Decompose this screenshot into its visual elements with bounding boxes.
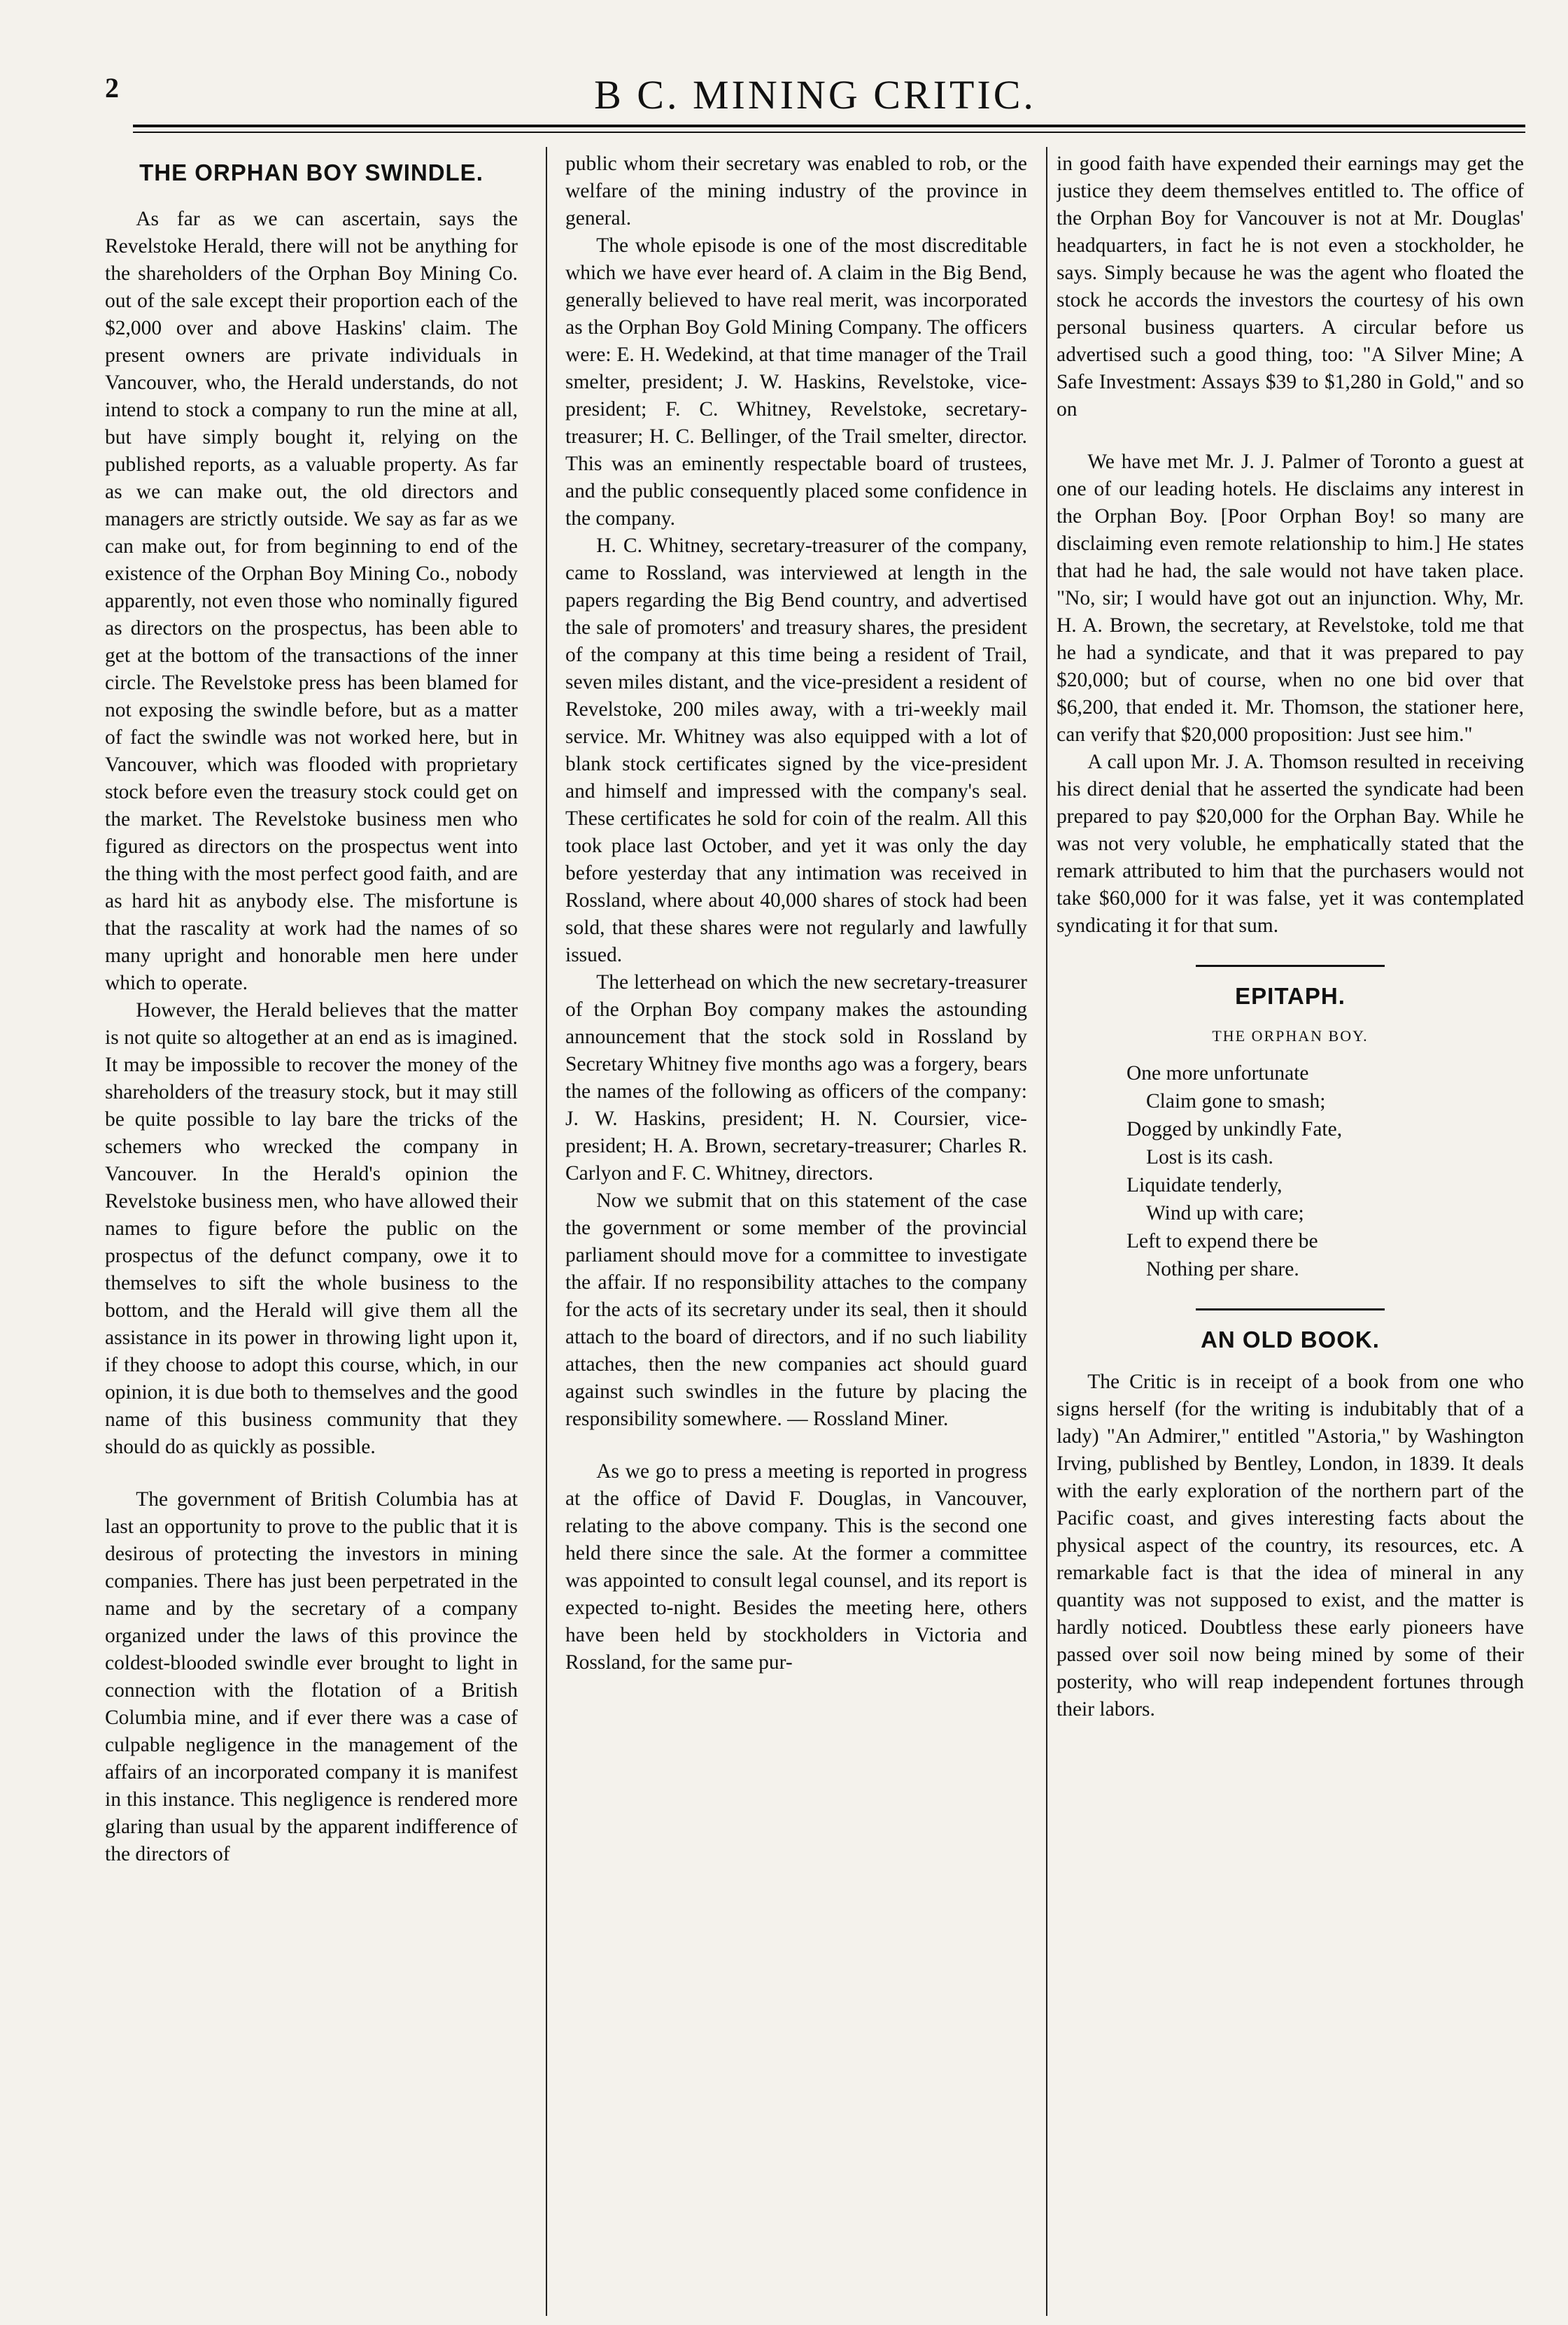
- header-rule-thick: [133, 125, 1525, 127]
- paragraph: in good faith have expended their earnings may get the justice they deem themselves entitled to. The office of the Orphan Boy for Vancouver is not at Mr. Douglas' headquarters, in fact he is not even a stockholder, he says. Simply because he was the agent who floated the stock he accords the investors the courtesy of his own personal business quarters. A circular before us advertised such a good thing, too: "A Silver Mine; A Safe Investment: Assays $39 to $1,280 in Gold," and so on: [1057, 153, 1524, 421]
- poem-line: Wind up with care;: [1146, 1202, 1304, 1224]
- poem-line: Left to expend there be: [1126, 1230, 1318, 1252]
- poem-line: One more unfortunate: [1126, 1062, 1309, 1084]
- paragraph: The government of British Columbia has at last an opportunity to prove to the public that it is desirous of protecting the investors in mining companies. There has just been perpetrated in the name and by the secretary of a company organized under the laws of this province the coldest-blooded swindle ever brought to light in connection with the flotation of a British Columbia mine, and if ever there was a case of culpable negligence in the management of the affairs of an incorporated company it is manifest in this instance. This negligence is rendered more glaring than usual by the apparent indifference of the directors of: [105, 1488, 518, 1865]
- column-divider-2: [1046, 147, 1047, 2316]
- column-1: [105, 150, 518, 2319]
- poem-line: Claim gone to smash;: [1146, 1090, 1326, 1112]
- column-3: [1057, 150, 1524, 2319]
- epitaph-title: EPITAPH.: [1235, 983, 1345, 1009]
- page-number: 2: [105, 72, 119, 104]
- paragraph: As we go to press a meeting is reported in progress at the office of David F. Douglas, in Vancouver, relating to the above company. This is the second one held there since the sale. At the former a committee was appointed to consult legal counsel, and its report is expected to-night. Besides the meeting here, others have been held by stockholders in Victoria and Rossland, for the same pur-: [565, 1460, 1027, 1674]
- old-book-title: AN OLD BOOK.: [1201, 1327, 1380, 1352]
- article-title-orphan-boy-swindle: THE ORPHAN BOY SWINDLE.: [139, 160, 483, 185]
- header-rule-thin: [133, 132, 1525, 133]
- paragraph: However, the Herald believes that the matter is not quite so altogether at an end as is imagined. It may be impossible to recover the money of the shareholders of the treasury stock, but it may still be quite possible to lay bare the tricks of the schemers who wrecked the company in Vancouver. In the Herald's opinion the Revelstoke business men, who have allowed their names to figure before the public on the prospectus of the defunct company, owe it to themselves to sift the whole business to the bottom, and the Herald will give them all the assistance in its power in throwing light upon it, if they choose to adopt this course, which, in our opinion, it is due both to themselves and the good name of this business community that they should do as quickly as possible.: [105, 999, 518, 1458]
- paragraph: A call upon Mr. J. A. Thomson resulted in receiving his direct denial that he asserted the syndicate had been prepared to pay $20,000 for the Orphan Bay. While he was not very voluble, he emphatically stated that the remark attributed to him that the purchasers would not take $60,000 for it was false, yet it was contemplated syndicating it for that sum.: [1057, 751, 1524, 937]
- masthead: B C. MINING CRITIC.: [594, 72, 1036, 118]
- page-header: [105, 64, 1525, 127]
- poem-line: Dogged by unkindly Fate,: [1126, 1118, 1343, 1140]
- paragraph: As far as we can ascertain, says the Revelstoke Herald, there will not be anything for the shareholders of the Orphan Boy Mining Co. out of the sale except their proportion each of the $2,000 over and above Haskins' claim. The present owners are private individuals in Vancouver, who, the Herald understands, do not intend to stock a company to run the mine at all, but have simply bought it, relying on the published reports, as a valuable property. As far as we can make out, the old directors and managers are strictly outside. We say as far as we can make out, for from beginning to end of the existence of the Orphan Boy Mining Co., nobody apparently, not even those who nominally figured as directors on the prospectus, has been able to get at the bottom of the transactions of the inner circle. The Revelstoke press has been blamed for not exposing the swindle before, but as a matter of fact the swindle was not worked here, but in Vancouver, which was flooded with proprietary stock before even the treasury stock could get on the market. The Revelstoke business men who figured as directors on the prospectus went into the thing with the most perfect good faith, and are as hard hit as anybody else. The misfortune is that the rascality at work had the names of so many upright and honorable men here under which to operate.: [105, 208, 518, 994]
- paragraph: The letterhead on which the new secretary-treasurer of the Orphan Boy company makes the astounding announcement that the stock sold in Rossland by Secretary Whitney five months ago was a forgery, bears the names of the following as officers of the company: J. W. Haskins, president; H. N. Coursier, vice-president; H. A. Brown, secretary-treasurer; Charles R. Carlyon and F. C. Whitney, directors.: [565, 971, 1027, 1185]
- paragraph: H. C. Whitney, secretary-treasurer of the company, came to Rossland, was interviewed at length in the papers regarding the Big Bend country, and advertised the sale of promoters' and treasury shares, the president of the company at this time being a resident of Trail, seven miles distant, and the vice-president a resident of Revelstoke, 200 miles away, with a tri-weekly mail service. Mr. Whitney was also equipped with a lot of blank stock certificates signed by the vice-president and himself and impressed with the company's seal. These certificates he sold for coin of the realm. All this took place last October, and yet it was only the day before yesterday that any intimation was received in Rossland, where about 40,000 shares of stock had been sold, that these shares were not regularly and lawfully issued.: [565, 535, 1027, 966]
- section-separator: [1196, 965, 1385, 967]
- poem-line: Nothing per share.: [1146, 1258, 1299, 1280]
- epitaph-subtitle: THE ORPHAN BOY.: [1212, 1027, 1369, 1045]
- paragraph: public whom their secretary was enabled to rob, or the welfare of the mining industry of the province in general.: [565, 153, 1027, 229]
- column-2: [565, 150, 1027, 2319]
- epitaph-poem: [1057, 1059, 1524, 1283]
- poem-line: Liquidate tenderly,: [1126, 1174, 1283, 1196]
- poem-line: Lost is its cash.: [1146, 1146, 1273, 1168]
- paragraph: The whole episode is one of the most discreditable which we have ever heard of. A claim in the Big Bend, generally believed to have real merit, was incorporated as the Orphan Boy Gold Mining Company. The officers were: E. H. Wedekind, at that time manager of the Trail smelter, president; J. W. Haskins, Revelstoke, vice-president; F. C. Whitney, Revelstoke, secretary-treasurer; H. C. Bellinger, of the Trail smelter, director. This was an eminently respectable board of trustees, and the public consequently placed some confidence in the company.: [565, 234, 1027, 530]
- paragraph: Now we submit that on this statement of the case the government or some member of the provincial parliament should move for a committee to investigate the affair. If no responsibility attaches to the company for the acts of its secretary under its seal, then it should attach to the board of directors, and if no such liability attaches, then the new companies act should guard against such swindles in the future by placing the responsibility somewhere. — Rossland Miner.: [565, 1189, 1027, 1430]
- paragraph: The Critic is in receipt of a book from one who signs herself (for the writing is indubitably that of a lady) "An Admirer," entitled "Astoria," by Washington Irving, published by Bentley, London, in 1839. It deals with the early exploration of the northern part of the Pacific coast, and gives interesting facts about the physical aspect of the country, its resources, etc. A remarkable fact is that the idea of mineral in any quantity was not supposed to exist, and the matter is hardly noticed. Doubtless these early pioneers have passed over soil now being mined by some of their posterity, who will reap independent fortunes through their labors.: [1057, 1371, 1524, 1720]
- section-separator: [1196, 1308, 1385, 1310]
- column-divider-1: [546, 147, 547, 2316]
- paragraph: We have met Mr. J. J. Palmer of Toronto a guest at one of our leading hotels. He disclaims any interest in the Orphan Boy. [Poor Orphan Boy! so many are disclaiming even remote relationship to him.] He states that had he had, the sale would not have taken place. "No, sir; I would have got out an injunction. Why, Mr. H. A. Brown, the secretary, at Revelstoke, told me that he had a syndicate, and that it was prepared to pay $20,000; but of course, when no one bid over that $6,200, that ended it. Mr. Thomson, the stationer here, can verify that $20,000 proposition: Just see him.": [1057, 451, 1524, 746]
